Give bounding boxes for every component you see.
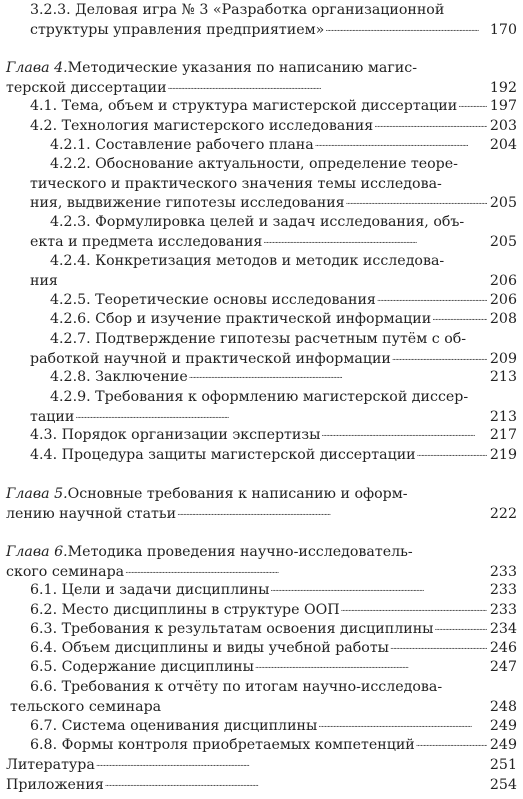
leader-dots: [346, 191, 487, 212]
toc-entry-4-4[interactable]: [30, 446, 517, 467]
toc-entry-4-2-1[interactable]: [50, 136, 517, 157]
page-number: 209: [489, 350, 517, 367]
toc-entry-text: 6.2. Место дисциплины в структуре ООП: [30, 602, 340, 618]
page-number: 205: [489, 195, 517, 212]
leader-dots: [321, 423, 487, 444]
page-number: 247: [489, 659, 517, 675]
toc-entry-text: ния, выдвижение гипотезы исследования: [30, 195, 345, 212]
leader-dots: [417, 443, 487, 464]
toc-chapter-5[interactable]: [6, 485, 517, 525]
toc-entry-text: 4.1. Тема, объем и структура магистерской диссертации: [30, 98, 458, 114]
page-number: 192: [489, 79, 517, 96]
toc-entry-text: 4.2.8. Заключение: [50, 369, 188, 385]
leader-dots: [270, 578, 486, 599]
toc-entry-text: работкой научной и практической информации: [30, 350, 391, 367]
toc-entry-4-2-8[interactable]: [50, 368, 517, 389]
toc-entry-text: тельского семинара: [10, 698, 162, 715]
toc-entry-6-6[interactable]: [10, 678, 517, 718]
toc-entry-text: Литература: [6, 757, 95, 773]
toc-entry-text: 6.4. Объем дисциплины и виды учебной работы: [30, 640, 389, 656]
toc-entry-4-2-6[interactable]: [50, 310, 517, 331]
leader-dots: [177, 502, 487, 523]
chapter-label: Глава 5.: [6, 486, 68, 502]
leader-dots: [390, 636, 487, 657]
leader-dots: [168, 76, 487, 97]
chapter-label: Глава 4.: [6, 60, 68, 76]
toc-entry-text: 4.2. Технология магистерского исследования: [30, 118, 374, 134]
page-number: 249: [489, 737, 517, 753]
page-number: 197: [489, 98, 517, 114]
page-number: 233: [489, 563, 517, 580]
page-number: 170: [489, 21, 517, 38]
leader-dots: [263, 230, 487, 251]
toc-entry-text: 6.6. Требования к отчёту по итогам научно-исследова-: [30, 679, 443, 695]
leader-dots: [374, 114, 487, 135]
toc-entry-3-2-3[interactable]: [30, 1, 517, 41]
page-number: 233: [489, 602, 517, 618]
page-number: 254: [489, 777, 517, 793]
page-number: 208: [489, 311, 517, 327]
leader-dots: [341, 598, 487, 619]
toc-entry-text: 4.2.4. Конкретизация методов и методик исследова-: [50, 253, 445, 269]
toc-entry-text: Приложения: [6, 777, 104, 793]
page-number: 213: [489, 369, 517, 385]
toc-entry-4-2-4[interactable]: [30, 252, 517, 292]
page-number: 249: [489, 718, 517, 734]
toc-appendices[interactable]: [6, 776, 517, 797]
toc-entry-text: екта и предмета исследования: [30, 233, 263, 250]
toc-entry-text: 6.1. Цели и задачи дисциплины: [30, 582, 270, 598]
toc-entry-text: 6.7. Система оценивания дисциплины: [30, 718, 318, 734]
leader-dots: [315, 133, 487, 154]
toc-entry-text: Методические указания по написанию магис-: [67, 60, 417, 76]
page-number: 213: [489, 408, 517, 425]
leader-dots: [458, 94, 487, 115]
toc-entry-text: 4.2.9. Требования к оформлению магистерской диссер-: [50, 389, 469, 405]
toc-entry-text: 6.5. Содержание дисциплины: [30, 659, 254, 675]
leader-dots: [255, 655, 487, 676]
page-number: 204: [489, 137, 517, 153]
toc-entry-text: 4.2.1. Составление рабочего плана: [50, 137, 314, 153]
toc-entry-text: 4.2.6. Сбор и изучение практической информации: [50, 311, 432, 327]
toc-entry-text: 4.2.2. Обоснование актуальности, определение теоре-: [50, 156, 458, 172]
toc-entry-text: 4.2.3. Формулировка целей и задач исследования, объ-: [50, 214, 465, 230]
toc-entry-text: 4.2.7. Подтверждение гипотезы расчетным путём с об-: [50, 331, 467, 347]
page-number: 219: [489, 447, 517, 463]
toc-entry-text: 3.2.3. Деловая игра № 3 «Разработка организационной: [30, 2, 445, 18]
leader-dots: [96, 753, 487, 774]
leader-dots: [434, 617, 486, 638]
toc-entry-text: 4.3. Порядок организации экспертизы: [30, 427, 321, 443]
toc-entry-6-5[interactable]: [30, 658, 517, 679]
toc-entry-text: ского семинара: [6, 563, 125, 580]
page-number: 251: [489, 757, 517, 773]
toc-entry-text: 4.4. Процедура защиты магистерской диссертации: [30, 447, 416, 463]
leader-dots: [189, 365, 487, 386]
leader-dots: [325, 18, 487, 39]
toc-entry-text: лению научной статьи: [6, 505, 177, 522]
leader-dots: [377, 288, 487, 309]
page-number: 233: [489, 582, 517, 598]
page-number: 217: [489, 427, 517, 443]
toc-entry-text: ния: [30, 272, 58, 289]
page-number: 234: [489, 621, 517, 637]
toc-entry-text: 4.2.5. Теоретические основы исследования: [50, 292, 376, 308]
page-number: 248: [489, 698, 517, 715]
toc-entry-text: 6.8. Формы контроля приобретаемых компетенций: [30, 737, 415, 753]
toc-entry-text: Основные требования к написанию и оформ-: [67, 486, 408, 502]
toc-entry-4-2-3[interactable]: [30, 213, 517, 253]
toc-entry-4-2-2[interactable]: [30, 155, 517, 215]
page-number: 222: [489, 505, 517, 522]
page-number: 246: [489, 640, 517, 656]
toc-entry-text: тического и практического значения темы исследова-: [30, 175, 442, 192]
page-number: 205: [489, 233, 517, 250]
chapter-label: Глава 6.: [6, 544, 68, 560]
toc-entry-text: терской диссертации: [6, 79, 167, 96]
page-number: 206: [489, 292, 517, 308]
toc-chapter-4[interactable]: [6, 59, 517, 99]
toc-entry-text: структуры управления предприятием»: [30, 21, 325, 38]
toc-entry-text: 6.3. Требования к результатам освоения дисциплины: [30, 621, 434, 637]
leader-dots: [432, 307, 487, 328]
page-number: 206: [489, 272, 517, 289]
page-number: 203: [489, 118, 517, 134]
toc-entry-text: Методика проведения научно-исследователь-: [67, 544, 413, 560]
toc-entry-text: тации: [30, 408, 75, 425]
leader-dots: [416, 733, 487, 754]
leader-dots: [105, 773, 487, 794]
leader-dots: [318, 714, 487, 735]
